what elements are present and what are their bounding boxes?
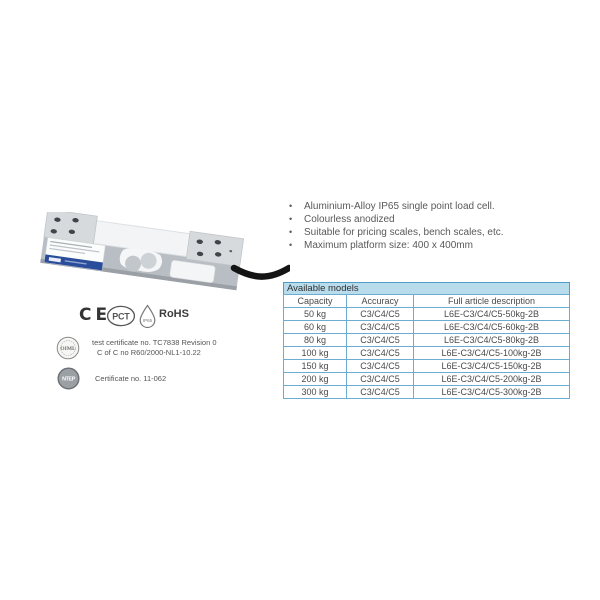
article-description-cell: L6E-C3/C4/C5-300kg-2B — [414, 386, 570, 399]
table-row — [284, 321, 570, 334]
table-row — [284, 360, 570, 373]
ce-mark-icon: CE — [79, 305, 112, 325]
accuracy-cell: C3/C4/C5 — [347, 321, 414, 334]
capacity-cell: 100 kg — [284, 347, 347, 360]
capacity-cell: 50 kg — [284, 308, 347, 321]
ntep-logo-icon — [57, 367, 80, 390]
capacity-cell: 200 kg — [284, 373, 347, 386]
load-cell-cable — [234, 268, 289, 277]
table-header-cell: Full article description — [414, 295, 570, 308]
accuracy-cell: C3/C4/C5 — [347, 347, 414, 360]
oiml-cert-line1: test certificate no. TC7838 Revision 0 — [92, 338, 217, 347]
article-description-cell: L6E-C3/C4/C5-80kg-2B — [414, 334, 570, 347]
models-table — [283, 294, 570, 399]
rohs-mark: RoHS — [159, 308, 189, 320]
pct-label: РСТ — [112, 311, 130, 322]
feature-list — [286, 200, 571, 252]
feature-item: • Maximum platform size: 400 x 400mm — [286, 239, 571, 252]
table-header-row — [284, 295, 570, 308]
pct-certification-icon — [106, 305, 136, 327]
table-row — [284, 386, 570, 399]
load-cell-photo — [36, 212, 290, 308]
oiml-cert-text — [92, 338, 217, 358]
ip65-droplet-icon — [138, 304, 157, 328]
accuracy-cell: C3/C4/C5 — [347, 308, 414, 321]
table-row — [284, 334, 570, 347]
table-header-cell: Accuracy — [347, 295, 414, 308]
models-section — [283, 282, 570, 399]
table-row — [284, 308, 570, 321]
feature-item: • Aluminium-Alloy IP65 single point load cell. — [286, 200, 571, 213]
feature-item: • Suitable for pricing scales, bench scales, etc. — [286, 226, 571, 239]
oiml-logo-icon — [56, 336, 80, 360]
accuracy-cell: C3/C4/C5 — [347, 334, 414, 347]
capacity-cell: 60 kg — [284, 321, 347, 334]
table-row — [284, 347, 570, 360]
feature-item: • Colourless anodized — [286, 213, 571, 226]
table-row — [284, 373, 570, 386]
table-header-cell: Capacity — [284, 295, 347, 308]
article-description-cell: L6E-C3/C4/C5-150kg-2B — [414, 360, 570, 373]
ntep-cert-line: Certificate no. 11-062 — [95, 374, 167, 383]
models-table-title: Available models — [283, 282, 570, 294]
capacity-cell: 150 kg — [284, 360, 347, 373]
article-description-cell: L6E-C3/C4/C5-200kg-2B — [414, 373, 570, 386]
load-cell-body — [40, 212, 244, 290]
article-description-cell: L6E-C3/C4/C5-100kg-2B — [414, 347, 570, 360]
ip65-label: IP65 — [142, 318, 153, 323]
accuracy-cell: C3/C4/C5 — [347, 373, 414, 386]
ntep-label: NTEP — [62, 376, 75, 383]
capacity-cell: 80 kg — [284, 334, 347, 347]
article-description-cell: L6E-C3/C4/C5-50kg-2B — [414, 308, 570, 321]
accuracy-cell: C3/C4/C5 — [347, 386, 414, 399]
accuracy-cell: C3/C4/C5 — [347, 360, 414, 373]
article-description-cell: L6E-C3/C4/C5-60kg-2B — [414, 321, 570, 334]
capacity-cell: 300 kg — [284, 386, 347, 399]
oiml-cert-line2: C of C no R60/2000-NL1-10.22 — [97, 348, 201, 357]
oiml-label: OIML — [60, 346, 76, 352]
